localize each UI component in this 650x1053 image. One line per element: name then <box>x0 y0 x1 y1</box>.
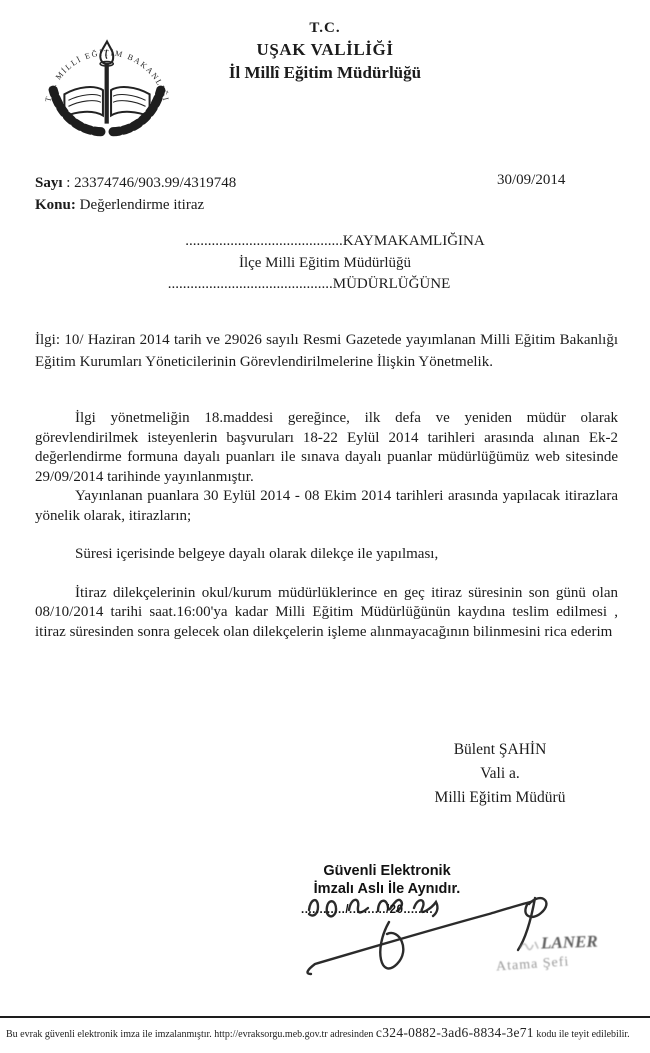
body-paragraph-4: İtiraz dilekçelerinin okul/kurum müdürlüklerince en geç itiraz süresinin son günü olan 08/10/2014 tarihi saat.16:00'ya kadar Milli Eğitim Müdürlüğünün kaydına teslim edilmesi , itiraz süresinden sonra gelecek olan dilekçelerin işleme alınmayacağının bilinmesini rica ederim <box>35 584 618 640</box>
signature-loop <box>380 922 403 968</box>
secondary-signer-title: Atama Şefi <box>495 954 570 975</box>
letterhead <box>0 20 650 83</box>
hand-date-digit <box>414 900 437 916</box>
stamp-line-2: İmzalı Aslı İle Aynıdır. <box>313 881 461 897</box>
letter-body <box>35 409 618 642</box>
sayi-label: Sayı <box>35 175 63 191</box>
signer-title2: Milli Eğitim Müdürü <box>434 789 566 806</box>
verification-footer <box>0 1016 650 1041</box>
hand-date-digit <box>309 900 318 915</box>
footer-text-before: Bu evrak güvenli elektronik imza ile imzalanmıştır. http://evraksorgu.meb.gov.tr adresinden <box>6 1029 376 1040</box>
document-date: 30/09/2014 <box>497 172 566 188</box>
konu-value: Değerlendirme itiraz <box>75 197 205 213</box>
body-paragraph-1: İlgi yönetmeliğin 18.maddesi gereğince, ilk defa ve yeniden müdür olarak görevlendirilmek isteyenlerin başvuruları 18-22 Eylül 2014 tarihleri arasında alınan Ek-2 değerlendirme formuna dayalı puanları ile sınava dayalı puanlar müdürlüğümüz web sitesinde 29/09/2014 tarihinde yayınlanmıştır. <box>35 410 618 485</box>
book-left-lines <box>68 95 100 107</box>
book-right-lines <box>113 95 145 107</box>
secondary-signer-name <box>518 932 598 955</box>
footer-text-after: kodu ile teyit edilebilir. <box>533 1029 630 1040</box>
emblem-arc-text: T.C. MİLLİ EĞİTİM BAKANLIĞI <box>43 48 171 103</box>
stamp-line-1: Güvenli Elektronik <box>323 863 451 879</box>
letterhead-republic: T.C. <box>309 20 341 36</box>
faded-smudge <box>518 939 540 952</box>
hand-date-digit <box>327 901 336 916</box>
reference-paragraph: İlgi: 10/ Haziran 2014 tarih ve 29026 sayılı Resmi Gazetede yayımlanan Milli Eğitim Bakanlığı Eğitim Kurumları Yöneticilerinin Görevlendirilmelerine İlişkin Yönetmelik. <box>35 332 618 370</box>
konu-label: Konu: <box>35 197 76 213</box>
addressee-block <box>0 231 650 296</box>
addressee-line-kaymakamlik: ..........................................KAYMAKAMLIĞINA <box>185 233 485 249</box>
signer-title1: Vali a. <box>480 765 520 782</box>
body-paragraph-2: Yayınlanan puanlara 30 Eylül 2014 - 08 Ekim 2014 tarihleri arasında yapılacak itirazlara yönelik olarak, itirazların; <box>35 488 618 524</box>
secondary-signer-name-text: LANER <box>540 931 598 953</box>
verification-code: c324-0882-3ad6-8834-3e71 <box>375 1025 534 1040</box>
hand-date-digit <box>378 900 402 911</box>
sayi-value: : 23374746/903.99/4319748 <box>62 175 237 191</box>
addressee-line-ilce-mem: İlçe Milli Eğitim Müdürlüğü <box>238 254 412 271</box>
hand-date-digit <box>349 900 368 913</box>
signer-name: Bülent ŞAHİN <box>453 741 547 758</box>
addressee-line-mudurluk: ............................................MÜDÜRLÜĞÜNE <box>167 276 451 292</box>
letterhead-department: İl Millî Eğitim Müdürlüğü <box>228 63 422 82</box>
letterhead-office: UŞAK VALİLİĞİ <box>256 40 394 59</box>
body-paragraph-3: Süresi içerisinde belgeye dayalı olarak dilekçe ile yapılması, <box>75 546 439 562</box>
konu-row <box>35 194 615 216</box>
signature-block <box>407 738 593 810</box>
stamp-date-line: ............/........../20........ <box>301 904 434 916</box>
